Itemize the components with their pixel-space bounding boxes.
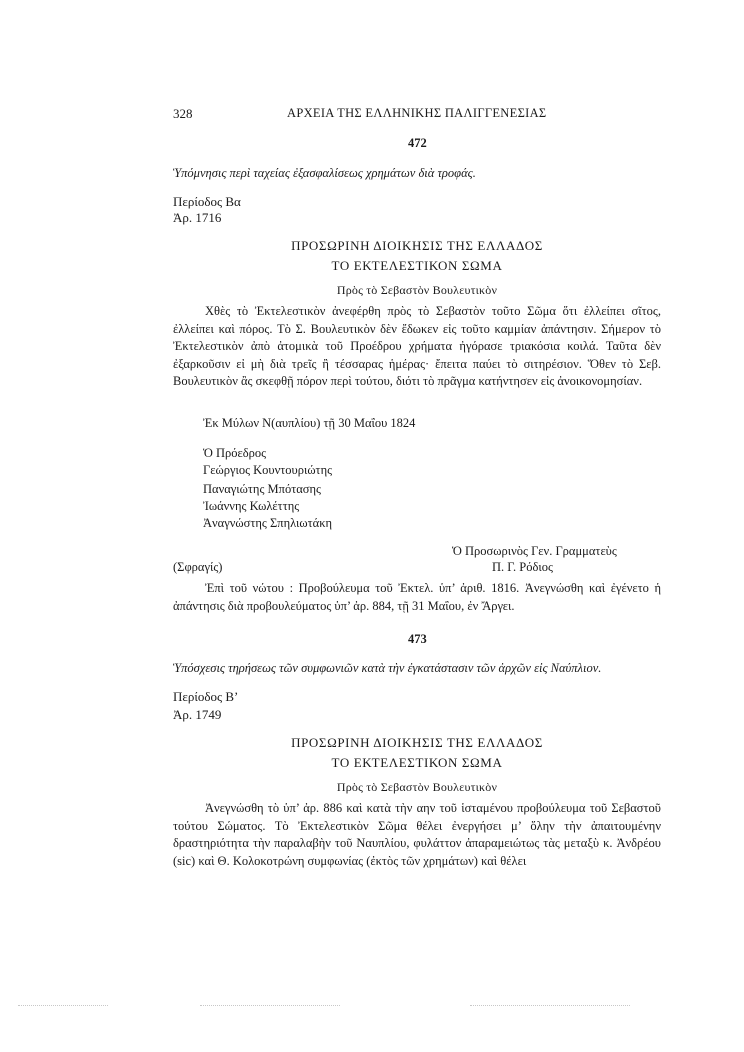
secretary-name: Π. Γ. Ρόδιος <box>492 560 553 574</box>
signatory-name: Γεώργιος Κουντουριώτης <box>203 463 333 477</box>
place-date-472: Ἐκ Μύλων Ν(αυπλίου) τῇ 30 Μαΐου 1824 <box>203 416 416 430</box>
body-paragraph-472: Χθὲς τὸ Ἐκτελεστικὸν ἀνεφέρθη πρὸς τὸ Σεβαστὸν τοῦτο Σῶμα ὅτι ἐλλείπει σῖτος, ἐλλείπει καὶ πόρος. Τὸ Σ. Βουλευτικὸν δὲν ἔδωκεν εἰς τοῦτο καμμίαν ἀπάντησιν. Σήμερον τὸ Ἐκτελεστικὸν ἀπὸ ἀτομικὰ τοῦ Προέδρου χρήματα ἠγόρασε τριακόσια κοιλά. Ταῦτα δὲν ἐξαρκοῦσιν εἰ μὴ διὰ τρεῖς ἢ τέσσαρας ἡμέρας· ἔπειτα παύει τὸ σιτηρέσιον. Ὅθεν τὸ Σεβ. Βουλευτικὸν ἂς σκεφθῇ πόρον περὶ τούτου, διότι τὸ πρᾶγμα κατήντησεν εἰς ἀνοικονομησίαν. <box>173 304 661 388</box>
heading-government-472: ΠΡΟΣΩΡΙΝΗ ΔΙΟΙΚΗΣΙΣ ΤΗΣ ΕΛΛΑΔΟΣ <box>291 238 543 253</box>
heading-executive-473: ΤΟ ΕΚΤΕΛΕΣΤΙΚΟΝ ΣΩΜΑ <box>331 755 503 770</box>
body-paragraph-473: Ἀνεγνώσθη τὸ ὑπ’ ἀρ. 886 καὶ κατὰ τὴν αην τοῦ ἱσταμένου προβούλευμα τοῦ Σεβαστοῦ τούτου Σώματος. Τὸ Ἐκτελεστικὸν Σῶμα θέλει ἐνεργήσει μ’ ὅλην τὴν ἀπαιτουμένην δραστηριότητα τὴν παραλαβὴν τοῦ Ναυπλίου, φυλάττον ἀπαραμειώτως τὰς μεταξὺ κ. Ἀνδρέου (sic) καὶ Θ. Κολοκοτρώνη συμφωνίας (ἐκτὸς τῶν χρημάτων) καὶ θέλει <box>173 801 661 868</box>
signatory-name: Ἀναγνώστης Σπηλιωτάκη <box>203 516 333 530</box>
page-number: 328 <box>173 106 193 121</box>
addressee-473: Πρὸς τὸ Σεβαστὸν Βουλευτικὸν <box>336 780 498 794</box>
archive-ref-473: Ἀρ. 1749 <box>173 707 222 722</box>
scan-artifact-line <box>470 1005 630 1006</box>
signatory-name: Παναγιώτης Μπότασης <box>203 482 321 496</box>
endorsement-note-472: Ἐπὶ τοῦ νώτου : Προβούλευμα τοῦ Ἐκτελ. ὑπ’ ἀριθ. 1816. Ἀνεγνώσθη καὶ ἐγένετο ἡ ἀπάντησις διὰ προβουλεύματος ὑπ’ ἀρ. 884, τῇ 31 Μαΐου, ἐν Ἄργει. <box>173 581 661 613</box>
period-472: Περίοδος Βα <box>173 194 241 209</box>
heading-executive-472: ΤΟ ΕΚΤΕΛΕΣΤΙΚΟΝ ΣΩΜΑ <box>331 258 503 273</box>
scan-artifact-line <box>18 1005 108 1006</box>
document-number-472: 472 <box>408 136 427 150</box>
secretary-title: Ὁ Προσωρινὸς Γεν. Γραμματεὺς <box>452 544 617 558</box>
period-473: Περίοδος Β’ <box>173 689 239 704</box>
document-summary-473: Ὑπόσχεσις τηρήσεως τῶν συμφωνιῶν κατὰ τὴν ἐγκατάστασιν τῶν ἀρχῶν εἰς Ναύπλιον. <box>173 661 602 675</box>
document-summary-472: Ὑπόμνησις περὶ ταχείας ἐξασφαλίσεως χρημάτων διὰ τροφάς. <box>173 166 476 180</box>
addressee-472: Πρὸς τὸ Σεβαστὸν Βουλευτικὸν <box>336 283 498 297</box>
heading-government-473: ΠΡΟΣΩΡΙΝΗ ΔΙΟΙΚΗΣΙΣ ΤΗΣ ΕΛΛΑΔΟΣ <box>291 735 543 750</box>
scan-artifact-line <box>200 1005 340 1006</box>
document-number-473: 473 <box>408 632 427 646</box>
signatory-name: Ἰωάννης Κωλέττης <box>203 499 300 513</box>
seal-note: (Σφραγίς) <box>173 560 223 574</box>
signatory-title: Ὁ Πρόεδρος <box>203 446 267 460</box>
running-title: ΑΡΧΕΙΑ ΤΗΣ ΕΛΛΗΝΙΚΗΣ ΠΑΛΙΓΓΕΝΕΣΙΑΣ <box>287 106 547 120</box>
archive-ref-472: Ἀρ. 1716 <box>173 210 222 225</box>
